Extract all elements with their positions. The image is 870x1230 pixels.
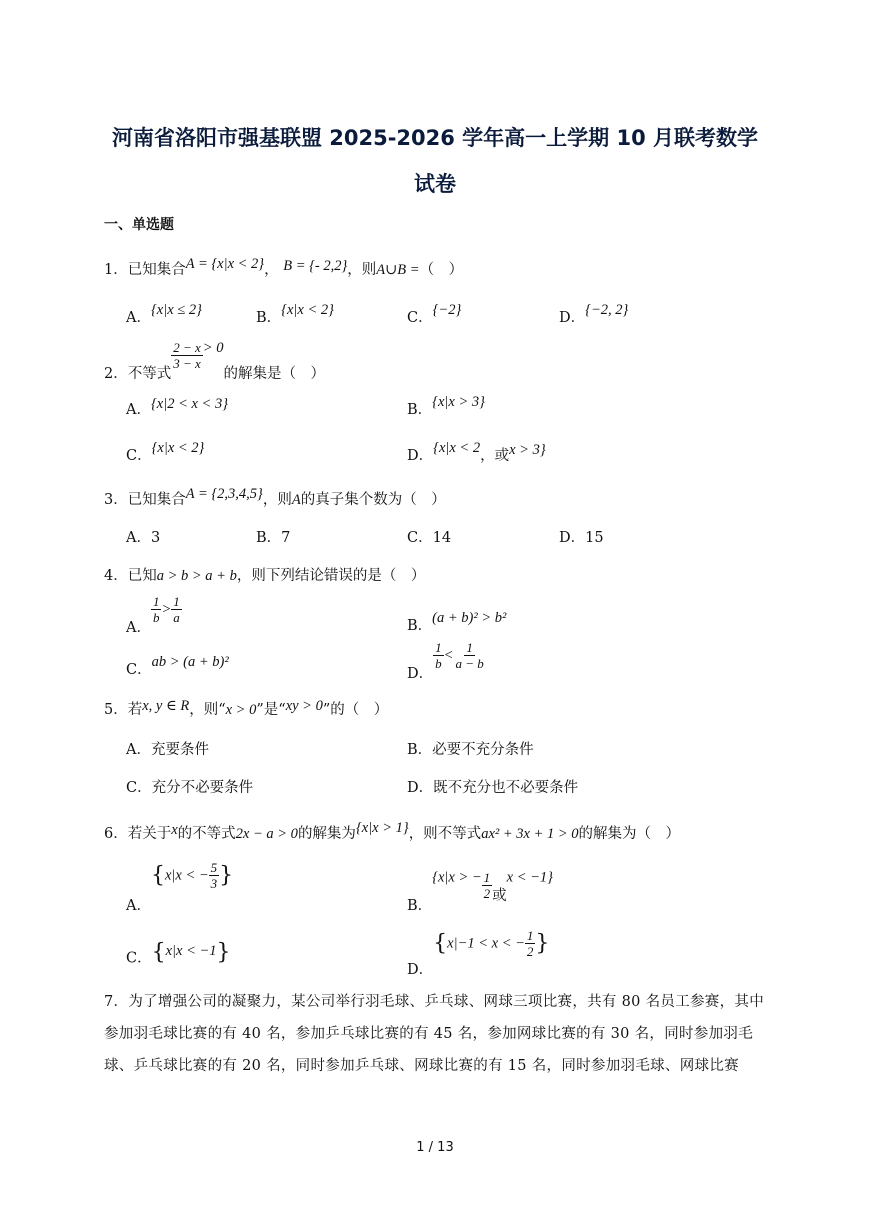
q3-set: A = {2,3,4,5} — [185, 486, 263, 502]
q1-union: A∪B = — [376, 262, 420, 278]
q5-label: 5．若 — [104, 702, 143, 718]
q4-option-d[interactable]: D． $\frac{1}{b}$ < $\frac{1}{a - b}$ — [407, 640, 484, 682]
document-title-line2: 试卷 — [414, 172, 456, 196]
q5-option-a[interactable]: A．充要条件 — [126, 742, 209, 758]
q1-option-b-value: {x|x < 2} — [281, 302, 334, 318]
question-4-stem — [104, 564, 425, 585]
q2-option-c[interactable]: C．{x|x < 2} — [126, 440, 205, 464]
q3-option-b[interactable]: B．7 — [256, 530, 291, 546]
q5-option-c[interactable]: C．充分不必要条件 — [126, 780, 254, 796]
page-number: 1 / 13 — [416, 1140, 454, 1155]
q1-paren: （ ） — [419, 262, 464, 278]
q4-option-c-value: ab > (a + b)² — [151, 654, 229, 670]
q2-option-b[interactable]: B．{x|x > 3} — [407, 394, 485, 418]
section-heading-single-choice: 一、单选题 — [104, 217, 174, 233]
q2-option-a[interactable]: A．{x|2 < x < 3} — [126, 396, 229, 418]
q1-tail: ，则 — [347, 262, 377, 278]
q3-option-c[interactable]: C．14 — [407, 530, 452, 546]
q1-option-a[interactable]: A．{x|x ≤ 2} — [126, 302, 202, 326]
document-title-line1: 河南省洛阳市强基联盟 2025-2026 学年高一上学期 10 月联考数学 — [111, 126, 759, 150]
q4-label: 4．已知 — [104, 568, 157, 584]
q4-expr: a > b > a + b — [156, 568, 237, 584]
q2-option-d[interactable]: D．{x|x < 2，或x > 3} — [407, 440, 546, 464]
q1-option-d-value: {−2, 2} — [585, 302, 629, 318]
q2-fraction: $\frac{2 - x}{3 - x}$ — [173, 340, 201, 371]
q4-option-a[interactable]: A． $\frac{1}{b}$ > $\frac{1}{a}$ — [126, 594, 180, 636]
q4-option-b[interactable]: B．(a + b)² > b² — [407, 610, 507, 634]
question-6-stem: 6．若关于x的不等式2x − a > 0的解集为{x|x > 1}，则不等式ax² + 3x + 1 > 0的解集为（ ） — [104, 820, 681, 842]
q2-label: 2．不等式 — [104, 365, 172, 382]
question-5-stem: 5．若x, y ∈ R，则“x > 0”是“xy > 0”的（ ） — [104, 698, 389, 718]
q6-option-d[interactable]: D．{x|−1 < x < − $\frac{1}{2}$ } — [407, 928, 550, 978]
q1-set-b: B = {- 2,2} — [283, 258, 348, 274]
q2-option-b-value: {x|x > 3} — [432, 394, 485, 410]
q2-gt: > 0 — [202, 339, 224, 356]
question-3-stem: 3．已知集合A = {2,3,4,5}，则A的真子集个数为（ ） — [104, 486, 446, 508]
q5-option-d[interactable]: D．既不充分也不必要条件 — [407, 780, 579, 796]
q1-option-a-value: {x|x ≤ 2} — [150, 302, 202, 318]
q5-option-b[interactable]: B．必要不充分条件 — [407, 742, 534, 758]
q6-option-c[interactable]: C．{x|x < −1} — [126, 940, 231, 967]
q2-option-c-value: {x|x < 2} — [151, 440, 205, 456]
q4-option-c[interactable]: C．ab > (a + b)² — [126, 654, 229, 678]
q3-option-a[interactable]: A．3 — [126, 530, 161, 546]
q2-option-a-value: {x|2 < x < 3} — [150, 396, 229, 412]
q1-label: 1．已知集合 — [104, 262, 186, 278]
q1-option-c[interactable]: C．{−2} — [407, 302, 462, 326]
q1-sep: ， — [264, 262, 279, 278]
q1-option-c-value: {−2} — [432, 302, 462, 318]
q6-option-b[interactable]: B．{x|x > − $\frac{1}{2}$ 或x < −1} — [407, 869, 553, 914]
q2-tail: 的解集是（ ） — [223, 365, 325, 382]
question-2-stem — [104, 339, 325, 382]
q3-option-d[interactable]: D．15 — [559, 530, 604, 546]
q1-option-b[interactable]: B．{x|x < 2} — [256, 302, 334, 326]
q4-tail: ，则下列结论错误的是（ ） — [236, 568, 426, 584]
question-7-stem: 7．为了增强公司的凝聚力，某公司举行羽毛球、乒乓球、网球三项比赛，共有 80 名员工参赛，其中参加羽毛球比赛的有 40 名，参加乒乓球比赛的有 45 名，参加网球比赛的有 30 名，同时参加羽毛球、乒乓球比赛的有 20 名，同时参加乒乓球、网球比赛的有 15 名，同时参加羽毛球、网球比赛 — [104, 994, 764, 1074]
question-1-stem — [104, 258, 463, 279]
q6-label: 6．若关于 — [104, 826, 172, 842]
q1-option-d[interactable]: D．{−2, 2} — [559, 302, 629, 326]
q4-option-b-value: (a + b)² > b² — [432, 610, 507, 626]
q1-set-a: A = {x|x < 2} — [185, 256, 265, 272]
q3-label: 3．已知集合 — [104, 492, 186, 508]
q6-option-a[interactable]: A．{x|x < − $\frac{5}{3}$ } — [126, 860, 234, 914]
